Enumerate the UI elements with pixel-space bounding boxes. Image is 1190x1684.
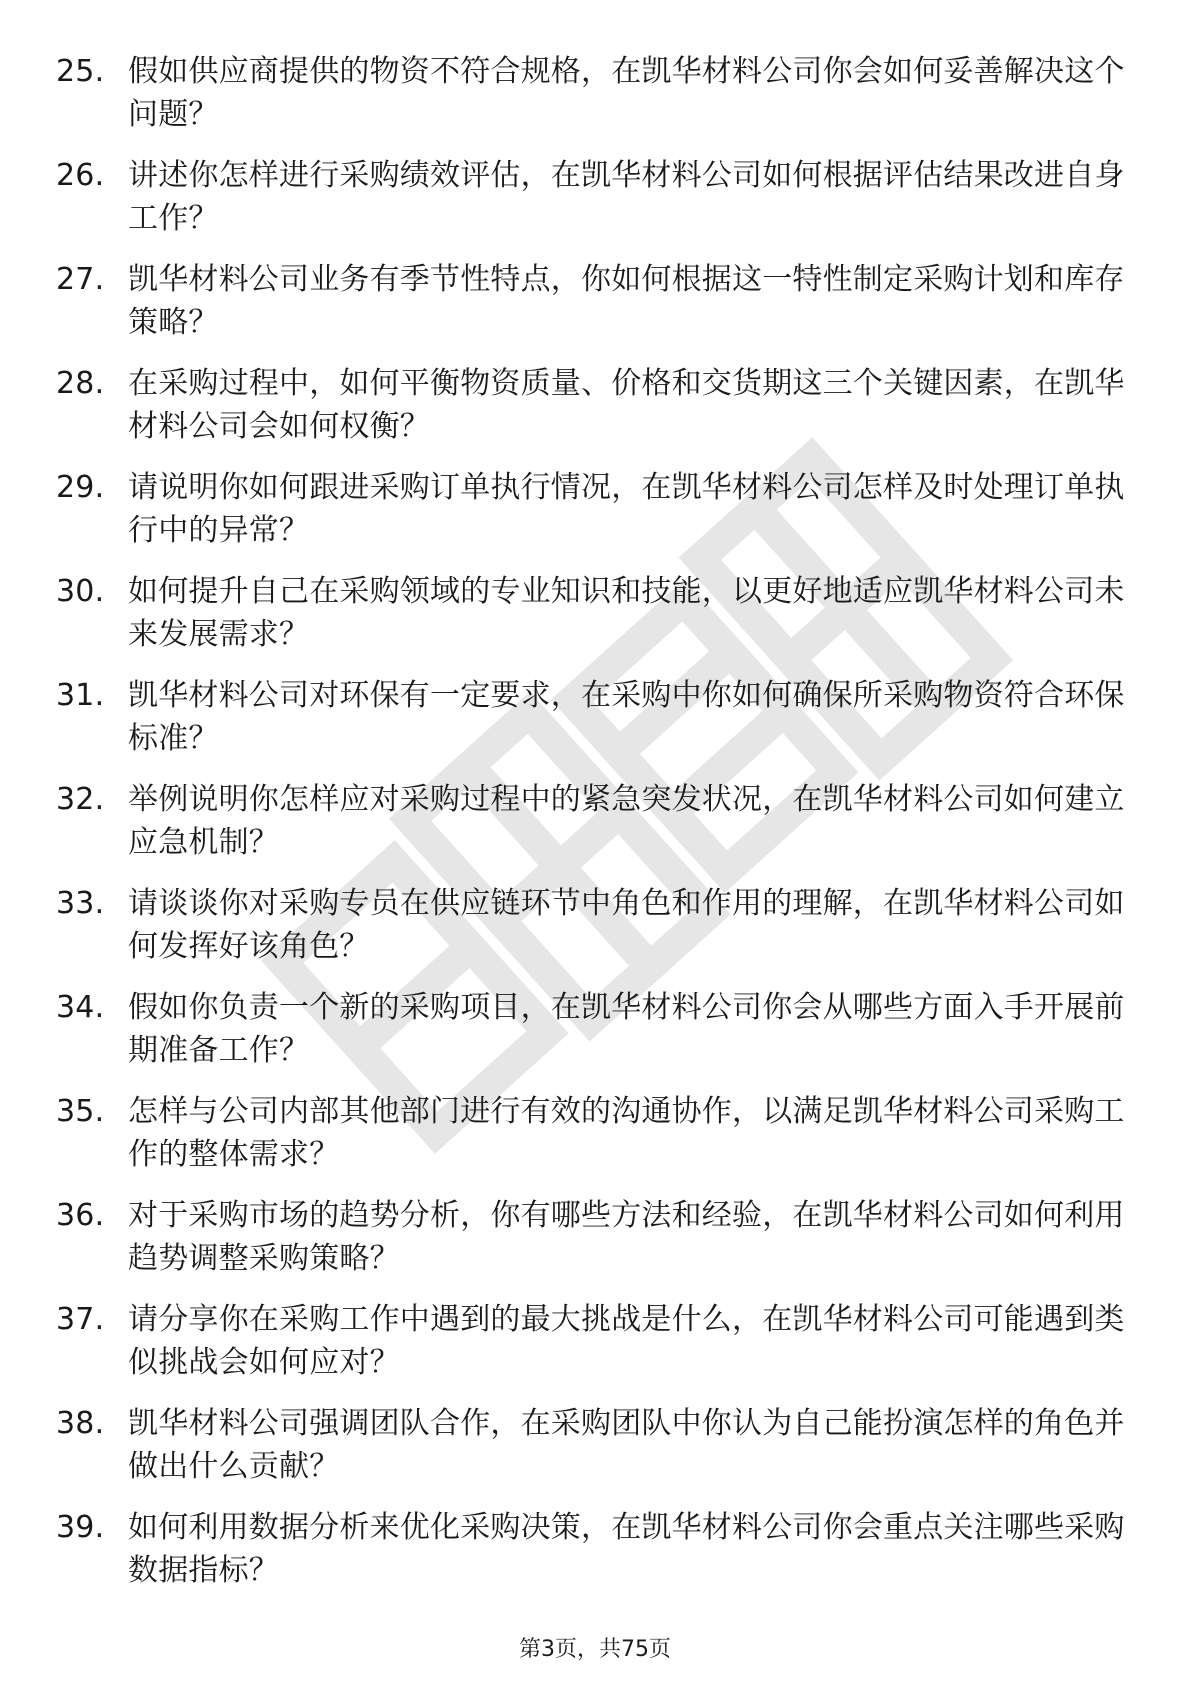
question-number: 36. [56,1198,105,1233]
question-text: 对于采购市场的趋势分析，你有哪些方法和经验，在凯华材料公司如何利用趋势调整采购策略？ [128,1198,1125,1276]
question-text: 假如供应商提供的物资不符合规格，在凯华材料公司你会如何妥善解决这个问题？ [128,54,1125,132]
question-text: 凯华材料公司对环保有一定要求，在采购中你如何确保所采购物资符合环保标准？ [128,678,1125,756]
question-number: 37. [56,1302,105,1337]
list-item [56,258,1136,344]
question-text: 如何提升自己在采购领域的专业知识和技能，以更好地适应凯华材料公司未来发展需求？ [128,574,1125,652]
question-number: 33. [56,886,105,921]
question-text: 请分享你在采购工作中遇到的最大挑战是什么，在凯华材料公司可能遇到类似挑战会如何应对？ [128,1302,1125,1380]
list-item [56,1506,1136,1592]
question-text: 凯华材料公司强调团队合作，在采购团队中你认为自己能扮演怎样的角色并做出什么贡献？ [128,1406,1125,1484]
list-item [56,570,1136,656]
question-number: 25. [56,54,105,89]
list-item [56,1090,1136,1176]
question-text: 讲述你怎样进行采购绩效评估，在凯华材料公司如何根据评估结果改进自身工作？ [128,158,1125,236]
question-number: 34. [56,990,105,1025]
question-number: 30. [56,574,105,609]
list-item [56,882,1136,968]
list-item [56,466,1136,552]
question-text: 在采购过程中，如何平衡物资质量、价格和交货期这三个关键因素，在凯华材料公司会如何权衡？ [128,366,1125,444]
question-number: 28. [56,366,105,401]
question-text: 请谈谈你对采购专员在供应链环节中角色和作用的理解，在凯华材料公司如何发挥好该角色？ [128,886,1125,964]
list-item [56,50,1136,136]
list-item [56,1402,1136,1488]
list-item [56,1194,1136,1280]
question-text: 怎样与公司内部其他部门进行有效的沟通协作，以满足凯华材料公司采购工作的整体需求？ [128,1094,1125,1172]
list-item [56,362,1136,448]
page-footer: 第3页，共75页 [519,1637,671,1662]
question-text: 如何利用数据分析来优化采购决策，在凯华材料公司你会重点关注哪些采购数据指标？ [128,1510,1125,1588]
question-text: 凯华材料公司业务有季节性特点，你如何根据这一特性制定采购计划和库存策略？ [128,262,1125,340]
question-text: 举例说明你怎样应对采购过程中的紧急突发状况，在凯华材料公司如何建立应急机制？ [128,782,1125,860]
question-number: 35. [56,1094,105,1129]
list-item [56,674,1136,760]
list-item [56,986,1136,1072]
question-text: 假如你负责一个新的采购项目，在凯华材料公司你会从哪些方面入手开展前期准备工作？ [128,990,1125,1068]
question-number: 31. [56,678,105,713]
question-number: 27. [56,262,105,297]
list-item [56,1298,1136,1384]
list-item [56,778,1136,864]
list-item [56,154,1136,240]
question-number: 38. [56,1406,105,1441]
question-number: 39. [56,1510,105,1545]
question-list [56,50,1136,1610]
question-number: 32. [56,782,105,817]
question-number: 26. [56,158,105,193]
question-text: 请说明你如何跟进采购订单执行情况，在凯华材料公司怎样及时处理订单执行中的异常？ [128,470,1125,548]
question-number: 29. [56,470,105,505]
